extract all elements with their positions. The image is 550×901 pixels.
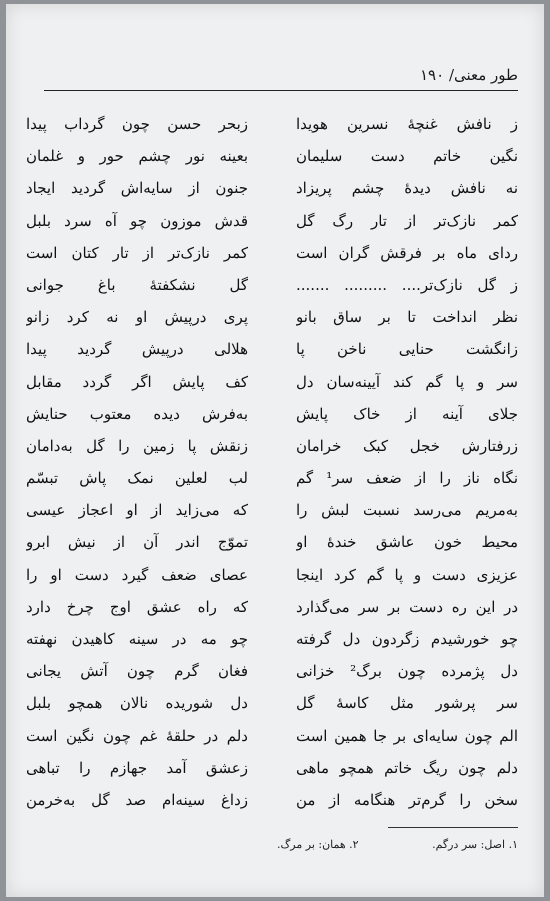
verse-line: زداغ سینه‌ام صد گل به‌خرمن	[26, 790, 248, 809]
footnotes	[38, 838, 518, 851]
header-rule	[44, 90, 518, 91]
verse-line: محیط خون عاشق خندهٔ او	[296, 533, 518, 552]
verse-line: قدش موزون چو آه سرد بلبل	[26, 211, 248, 230]
verse-line: دل پژمرده چون برگ² خزانی	[296, 662, 518, 681]
verse-line: به‌مریم می‌رسد نسبت لبش را	[296, 501, 518, 520]
verse-line: بعینه نور چشم حور و غلمان	[26, 147, 248, 166]
verse-line: دلم چون ریگ خاتم همچو ماهی	[296, 758, 518, 777]
verse-line: فغان گرم چون آتش یجانی	[26, 662, 248, 681]
verse-line: الم چون سایه‌ای بر جا همین است	[296, 726, 518, 745]
verse-line: پری درپیش او نه کرد زانو	[26, 308, 248, 327]
verse-line: زانگشت حنایی ناخن پا	[296, 340, 518, 359]
verse-line: چو مه در سینه کاهیدن نهفته	[26, 630, 248, 648]
poem-column-right	[296, 108, 518, 816]
verse-line: به‌فرش دیده معتوب حنایش	[26, 404, 248, 423]
verse-line: ز گل نازک‌تر.... ......... .......	[296, 275, 518, 294]
verse-line: سخن را گرم‌تر هنگامه از من	[296, 790, 518, 809]
verse-line: دلم در حلقهٔ غم چون نگین است	[26, 726, 248, 745]
verse-line: تموّج اندر آن از نیش ابرو	[26, 533, 248, 552]
footnote-rule	[388, 827, 518, 828]
verse-line: سر پرشور مثل کاسهٔ گل	[296, 694, 518, 713]
verse-line: لب لعلین نمک پاش تبسّم	[26, 469, 248, 488]
book-page	[6, 4, 544, 897]
verse-line: زعشق آمد جهازم را تباهی	[26, 758, 248, 777]
verse-line: گل نشکفتهٔ باغ جوانی	[26, 275, 248, 294]
verse-line: زنقش پا زمین را گل به‌دامان	[26, 436, 248, 455]
verse-line: در این ره دست بر سر می‌گذارد	[296, 597, 518, 616]
verse-line: کمر نازک‌تر از تار کتان است	[26, 243, 248, 262]
verse-line: ز نافش غنچهٔ نسرین هویدا	[296, 115, 518, 133]
verse-line: جنون از سایه‌اش گردید ایجاد	[26, 179, 248, 198]
verse-line: زبحر حسن چون گرداب پیدا	[26, 115, 248, 133]
verse-line: نگاه ناز را از ضعف سر¹ گم	[296, 469, 518, 488]
verse-line: جلای آینه از خاک پایش	[296, 404, 518, 423]
verse-line: نه نافش دیدهٔ چشم پریزاد	[296, 179, 518, 198]
verse-line: ردای ماه بر فرقش گران است	[296, 243, 518, 262]
verse-line: نگین خاتم دست سلیمان	[296, 147, 518, 166]
verse-line: چو خورشیدم زگردون دل گرفته	[296, 630, 518, 648]
footnote-1: ۱. اصل: سر درگم.	[432, 838, 518, 851]
running-head: طور معنی/ ۱۹۰	[420, 66, 518, 84]
verse-line: که می‌زاید از او اعجاز عیسی	[26, 501, 248, 520]
verse-line: زرفتارش خجل کبک خرامان	[296, 436, 518, 455]
verse-line: دل شوریده نالان همچو بلبل	[26, 694, 248, 713]
verse-line: کمر نازک‌تر از تار رگ گل	[296, 211, 518, 230]
poem-column-left	[26, 108, 248, 816]
verse-line: هلالی درپیش گردید پیدا	[26, 340, 248, 359]
verse-line: عزیزی دست و پا گم کرد اینجا	[296, 565, 518, 584]
verse-line: کف پایش اگر گردد مقابل	[26, 372, 248, 391]
verse-line: نظر انداخت تا بر ساق بانو	[296, 308, 518, 327]
verse-line: که راه عشق اوج چرخ دارد	[26, 597, 248, 616]
verse-line: عصای ضعف گیرد دست او را	[26, 565, 248, 584]
verse-line: سر و پا گم کند آیینه‌سان دل	[296, 372, 518, 391]
footnote-2: ۲. همان: بر مرگ.	[276, 838, 359, 851]
